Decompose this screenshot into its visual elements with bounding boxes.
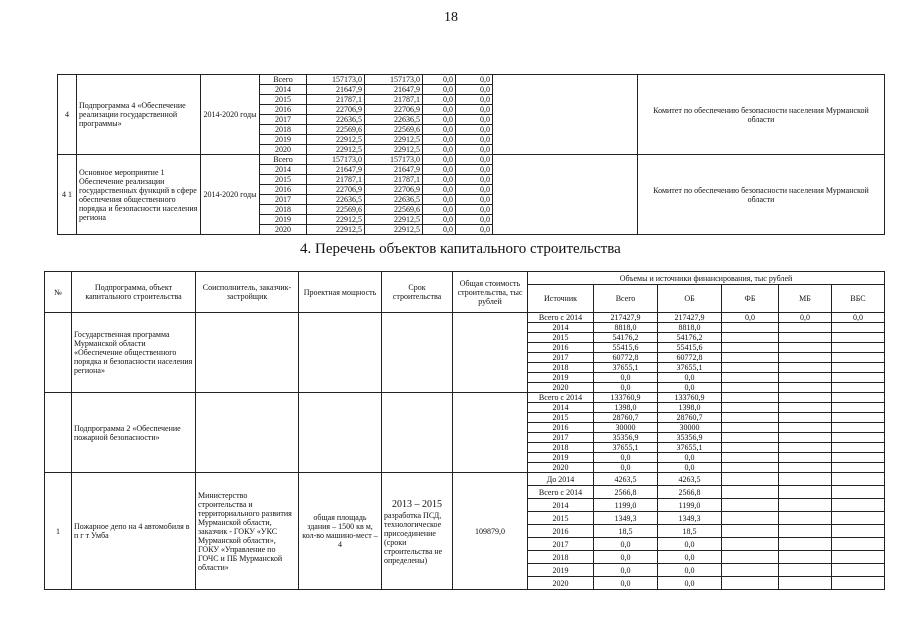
row-ob: 0,0: [658, 538, 722, 551]
block-number: 4: [58, 75, 77, 155]
row-ob: 22706,9: [365, 105, 423, 115]
row-ob: 0,0: [658, 551, 722, 564]
row-fb: [722, 353, 779, 363]
row-fb: 0,0: [423, 165, 456, 175]
row-total: 22912,5: [307, 225, 365, 235]
row-mb: 0,0: [456, 125, 493, 135]
row-fb: [722, 512, 779, 525]
row-mb: [779, 403, 832, 413]
row-mb: [779, 564, 832, 577]
row-total: 37655,1: [594, 363, 658, 373]
row-fb: 0,0: [423, 85, 456, 95]
row-vbs: [832, 499, 885, 512]
row-total: 1349,3: [594, 512, 658, 525]
row-total: 0,0: [594, 373, 658, 383]
row-mb: 0,0: [456, 145, 493, 155]
row-year: 2020: [260, 225, 307, 235]
row-vbs: [832, 473, 885, 486]
row-vbs: [832, 577, 885, 590]
row-ob: 217427,9: [658, 313, 722, 323]
row-ob: 21787,1: [365, 95, 423, 105]
row-mb: 0,0: [456, 165, 493, 175]
row-ob: 1349,3: [658, 512, 722, 525]
row-total: 22912,5: [307, 145, 365, 155]
row-total: 22706,9: [307, 105, 365, 115]
section-title: 4. Перечень объектов капитального строительства: [300, 241, 621, 257]
row-mb: [779, 433, 832, 443]
row-source: 2018: [528, 363, 594, 373]
table-row: [58, 75, 885, 85]
row-ob: 157173,0: [365, 155, 423, 165]
row-vbs: [832, 564, 885, 577]
row-vbs: [832, 333, 885, 343]
row-vbs: [832, 393, 885, 403]
row-ob: 0,0: [658, 463, 722, 473]
row-mb: [779, 333, 832, 343]
row-vbs: [832, 373, 885, 383]
row-total: 21647,9: [307, 85, 365, 95]
object-term: [382, 313, 453, 393]
row-ob: 22569,6: [365, 125, 423, 135]
row-year: 2014: [260, 85, 307, 95]
row-total: 28760,7: [594, 413, 658, 423]
row-fb: 0,0: [423, 175, 456, 185]
object-cost: [453, 393, 528, 473]
row-fb: 0,0: [423, 145, 456, 155]
row-mb: [779, 413, 832, 423]
row-total: 8818,0: [594, 323, 658, 333]
row-year: 2014: [260, 165, 307, 175]
header-term: Срок строительства: [382, 272, 453, 313]
row-fb: 0,0: [423, 125, 456, 135]
object-coexec: Министерство строительства и территориального развития Мурманской области, заказчик - ГОКУ «УКС Мурманской области», ГОКУ «Управление по ГОЧС и ПБ Мурманской области»: [196, 473, 299, 590]
row-total: 22706,9: [307, 185, 365, 195]
row-fb: [722, 486, 779, 499]
header-cost: Общая стоимость строительства, тыс рублей: [453, 272, 528, 313]
row-year: 2017: [260, 195, 307, 205]
row-mb: 0,0: [456, 225, 493, 235]
object-number: [45, 393, 72, 473]
row-ob: 30000: [658, 423, 722, 433]
header-coexec: Соисполнитель, заказчик-застройщик: [196, 272, 299, 313]
row-mb: [779, 499, 832, 512]
row-source: 2018: [528, 443, 594, 453]
row-vbs: [832, 433, 885, 443]
row-source: Всего с 2014: [528, 486, 594, 499]
row-vbs: [832, 403, 885, 413]
row-ob: 0,0: [658, 383, 722, 393]
row-ob: 28760,7: [658, 413, 722, 423]
row-ob: 2566,8: [658, 486, 722, 499]
row-total: 0,0: [594, 538, 658, 551]
row-ob: 37655,1: [658, 363, 722, 373]
row-fb: [722, 393, 779, 403]
header-object: Подпрограмма, объект капитального строительства: [72, 272, 196, 313]
row-year: 2019: [260, 135, 307, 145]
row-vbs: [832, 453, 885, 463]
row-vbs: [832, 413, 885, 423]
object-name: Подпрограмма 2 «Обеспечение пожарной безопасности»: [72, 393, 196, 473]
row-mb: [779, 512, 832, 525]
row-vbs: [832, 443, 885, 453]
row-mb: 0,0: [456, 105, 493, 115]
row-mb: [779, 343, 832, 353]
object-name: Пожарное депо на 4 автомобиля в п г т Умба: [72, 473, 196, 590]
row-source: 2016: [528, 423, 594, 433]
row-total: 22569,6: [307, 205, 365, 215]
row-ob: 157173,0: [365, 75, 423, 85]
row-year: Всего: [260, 155, 307, 165]
row-ob: 22706,9: [365, 185, 423, 195]
row-fb: [722, 453, 779, 463]
row-source: 2015: [528, 333, 594, 343]
row-fb: [722, 373, 779, 383]
row-mb: 0,0: [456, 185, 493, 195]
header-funding: Объемы и источники финансирования, тыс рублей: [528, 272, 885, 285]
row-total: 217427,9: [594, 313, 658, 323]
row-total: 21647,9: [307, 165, 365, 175]
row-vbs: [832, 512, 885, 525]
object-coexec: [196, 313, 299, 393]
row-total: 133760,9: [594, 393, 658, 403]
row-vbs: [832, 486, 885, 499]
object-term: [382, 473, 453, 590]
row-total: 0,0: [594, 453, 658, 463]
row-fb: [722, 463, 779, 473]
row-total: 157173,0: [307, 75, 365, 85]
object-coexec: [196, 393, 299, 473]
row-source: До 2014: [528, 473, 594, 486]
table-row: [45, 473, 885, 486]
row-fb: 0,0: [423, 215, 456, 225]
row-fb: 0,0: [423, 205, 456, 215]
object-term-main: 2013 – 2015: [392, 498, 442, 510]
row-source: 2019: [528, 564, 594, 577]
row-source: 2019: [528, 373, 594, 383]
block-empty-cell: [493, 75, 638, 155]
row-year: 2020: [260, 145, 307, 155]
row-mb: [779, 463, 832, 473]
header-source: Источник: [528, 285, 594, 313]
row-ob: 22912,5: [365, 215, 423, 225]
row-ob: 1398,0: [658, 403, 722, 413]
row-source: 2020: [528, 383, 594, 393]
row-mb: 0,0: [779, 313, 832, 323]
object-number: [45, 313, 72, 393]
block-executor: Комитет по обеспечению безопасности населения Мурманской области: [638, 75, 885, 155]
row-fb: 0,0: [423, 115, 456, 125]
row-fb: 0,0: [423, 155, 456, 165]
row-total: 35356,9: [594, 433, 658, 443]
row-source: 2020: [528, 577, 594, 590]
row-source: 2017: [528, 433, 594, 443]
row-source: Всего с 2014: [528, 393, 594, 403]
row-ob: 22636,5: [365, 195, 423, 205]
row-fb: [722, 551, 779, 564]
row-source: Всего с 2014: [528, 313, 594, 323]
block-name: Подпрограмма 4 «Обеспечение реализации государственной программы»: [77, 75, 201, 155]
row-mb: [779, 373, 832, 383]
row-year: 2016: [260, 105, 307, 115]
row-mb: [779, 353, 832, 363]
row-fb: 0,0: [423, 105, 456, 115]
row-ob: 35356,9: [658, 433, 722, 443]
object-capacity: [299, 393, 382, 473]
row-mb: [779, 473, 832, 486]
block-period: 2014-2020 годы: [201, 155, 260, 235]
row-fb: [722, 383, 779, 393]
row-total: 22636,5: [307, 115, 365, 125]
row-mb: [779, 363, 832, 373]
row-ob: 0,0: [658, 373, 722, 383]
row-fb: [722, 577, 779, 590]
row-year: 2015: [260, 95, 307, 105]
row-mb: 0,0: [456, 85, 493, 95]
row-fb: [722, 413, 779, 423]
header-mb: МБ: [779, 285, 832, 313]
row-fb: [722, 343, 779, 353]
row-total: 54176,2: [594, 333, 658, 343]
row-year: 2018: [260, 125, 307, 135]
row-vbs: 0,0: [832, 313, 885, 323]
row-total: 1199,0: [594, 499, 658, 512]
row-fb: 0,0: [423, 225, 456, 235]
table-row: [45, 393, 885, 403]
row-total: 21787,1: [307, 95, 365, 105]
row-fb: [722, 443, 779, 453]
row-source: 2016: [528, 525, 594, 538]
row-total: 0,0: [594, 577, 658, 590]
object-capacity: общая площадь здания – 1500 кв м, кол-во машино-мест – 4: [299, 473, 382, 590]
row-ob: 37655,1: [658, 443, 722, 453]
row-mb: [779, 551, 832, 564]
row-source: 2014: [528, 403, 594, 413]
header-ob: ОБ: [658, 285, 722, 313]
row-vbs: [832, 363, 885, 373]
row-total: 22912,5: [307, 135, 365, 145]
capital-construction-table: [44, 271, 885, 590]
row-total: 22636,5: [307, 195, 365, 205]
row-mb: [779, 577, 832, 590]
block-period: 2014-2020 годы: [201, 75, 260, 155]
row-source: 2015: [528, 413, 594, 423]
row-vbs: [832, 423, 885, 433]
row-ob: 0,0: [658, 564, 722, 577]
row-mb: [779, 383, 832, 393]
header-vbs: ВБС: [832, 285, 885, 313]
row-total: 2566,8: [594, 486, 658, 499]
block-name: Основное мероприятие 1 Обеспечение реализации государственных функций в сфере обеспечения общественного порядка и безопасности населения региона: [77, 155, 201, 235]
row-mb: [779, 538, 832, 551]
header-total: Всего: [594, 285, 658, 313]
row-fb: [722, 538, 779, 551]
row-fb: 0,0: [423, 195, 456, 205]
row-ob: 22912,5: [365, 135, 423, 145]
row-ob: 18,5: [658, 525, 722, 538]
header-num: №: [45, 272, 72, 313]
block-empty-cell: [493, 155, 638, 235]
row-ob: 133760,9: [658, 393, 722, 403]
row-ob: 8818,0: [658, 323, 722, 333]
row-year: 2017: [260, 115, 307, 125]
header-fb: ФБ: [722, 285, 779, 313]
row-source: 2019: [528, 453, 594, 463]
row-fb: 0,0: [722, 313, 779, 323]
row-mb: 0,0: [456, 195, 493, 205]
row-ob: 1199,0: [658, 499, 722, 512]
row-mb: [779, 453, 832, 463]
row-vbs: [832, 343, 885, 353]
row-fb: 0,0: [423, 95, 456, 105]
object-capacity: [299, 313, 382, 393]
object-term: [382, 393, 453, 473]
row-total: 22912,5: [307, 215, 365, 225]
row-mb: 0,0: [456, 215, 493, 225]
row-fb: [722, 333, 779, 343]
row-fb: 0,0: [423, 75, 456, 85]
row-fb: [722, 433, 779, 443]
row-ob: 0,0: [658, 453, 722, 463]
row-total: 30000: [594, 423, 658, 433]
row-mb: [779, 443, 832, 453]
block-number: 4 1: [58, 155, 77, 235]
row-mb: 0,0: [456, 95, 493, 105]
row-total: 21787,1: [307, 175, 365, 185]
row-vbs: [832, 323, 885, 333]
row-total: 0,0: [594, 551, 658, 564]
row-total: 0,0: [594, 564, 658, 577]
row-fb: [722, 499, 779, 512]
row-year: Всего: [260, 75, 307, 85]
block-executor: Комитет по обеспечению безопасности населения Мурманской области: [638, 155, 885, 235]
row-fb: [722, 525, 779, 538]
page-number: 18: [444, 10, 458, 25]
row-vbs: [832, 551, 885, 564]
row-year: 2015: [260, 175, 307, 185]
row-source: 2020: [528, 463, 594, 473]
subprogram-table: [57, 74, 885, 235]
row-ob: 22912,5: [365, 145, 423, 155]
row-ob: 4263,5: [658, 473, 722, 486]
row-vbs: [832, 463, 885, 473]
row-ob: 21787,1: [365, 175, 423, 185]
table-row: [45, 313, 885, 323]
row-total: 18,5: [594, 525, 658, 538]
row-vbs: [832, 383, 885, 393]
row-mb: 0,0: [456, 175, 493, 185]
row-year: 2018: [260, 205, 307, 215]
row-total: 0,0: [594, 383, 658, 393]
row-total: 37655,1: [594, 443, 658, 453]
row-fb: [722, 323, 779, 333]
row-mb: [779, 486, 832, 499]
row-total: 1398,0: [594, 403, 658, 413]
object-cost: 109879,0: [453, 473, 528, 590]
row-ob: 54176,2: [658, 333, 722, 343]
row-mb: 0,0: [456, 115, 493, 125]
row-ob: 22912,5: [365, 225, 423, 235]
row-source: 2014: [528, 499, 594, 512]
row-ob: 21647,9: [365, 85, 423, 95]
table-row: [58, 155, 885, 165]
row-mb: [779, 423, 832, 433]
row-mb: [779, 323, 832, 333]
row-total: 55415,6: [594, 343, 658, 353]
row-fb: [722, 473, 779, 486]
row-source: 2018: [528, 551, 594, 564]
row-total: 157173,0: [307, 155, 365, 165]
row-total: 22569,6: [307, 125, 365, 135]
row-total: 0,0: [594, 463, 658, 473]
row-ob: 22569,6: [365, 205, 423, 215]
row-source: 2016: [528, 343, 594, 353]
header-capacity: Проектная мощность: [299, 272, 382, 313]
object-term-note: разработка ПСД, технологическое присоединение (сроки строительства не определены): [384, 510, 443, 565]
object-name: Государственная программа Мурманской области «Обеспечение общественного порядка и безопасности населения региона»: [72, 313, 196, 393]
row-total: 60772,8: [594, 353, 658, 363]
row-fb: 0,0: [423, 135, 456, 145]
row-ob: 0,0: [658, 577, 722, 590]
row-mb: [779, 393, 832, 403]
row-year: 2016: [260, 185, 307, 195]
row-mb: 0,0: [456, 155, 493, 165]
row-ob: 55415,6: [658, 343, 722, 353]
row-fb: [722, 363, 779, 373]
row-ob: 21647,9: [365, 165, 423, 175]
row-mb: 0,0: [456, 205, 493, 215]
object-cost: [453, 313, 528, 393]
row-total: 4263,5: [594, 473, 658, 486]
row-source: 2015: [528, 512, 594, 525]
row-mb: 0,0: [456, 135, 493, 145]
object-number: 1: [45, 473, 72, 590]
row-vbs: [832, 538, 885, 551]
row-mb: 0,0: [456, 75, 493, 85]
row-fb: [722, 564, 779, 577]
row-source: 2017: [528, 353, 594, 363]
row-fb: 0,0: [423, 185, 456, 195]
row-mb: [779, 525, 832, 538]
row-vbs: [832, 525, 885, 538]
row-ob: 22636,5: [365, 115, 423, 125]
row-ob: 60772,8: [658, 353, 722, 363]
row-vbs: [832, 353, 885, 363]
row-source: 2014: [528, 323, 594, 333]
row-year: 2019: [260, 215, 307, 225]
row-fb: [722, 423, 779, 433]
row-source: 2017: [528, 538, 594, 551]
row-fb: [722, 403, 779, 413]
